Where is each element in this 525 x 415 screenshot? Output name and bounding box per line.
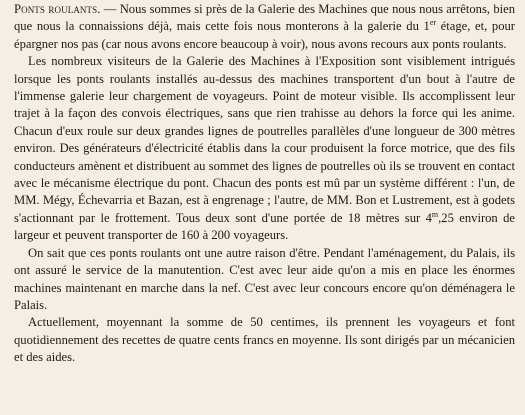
- paragraph-purpose: [14, 245, 515, 315]
- paragraph-text: — Nous sommes si près de la Galerie des Machines que nous nous arrêtons, bien que nous la connaissions déjà, mais cette fois nous monterons à la galerie du 1er étage, et, pour épargner nos pas (car nous avons encore beaucoup à voir), nous avons recours aux ponts roulants.: [14, 2, 516, 51]
- paragraph-visitors: [14, 53, 515, 244]
- paragraph-text: On sait que ces ponts roulants ont une autre raison d'être. Pendant l'aménagement, du Palais, ils ont assuré le service de la manutention. C'est avec leur aide qu'on a mis en place les énormes machines maintenant en marche dans la nef. C'est avec leur concours encore qu'on déménagera le Palais.: [14, 245, 515, 312]
- paragraph-fare: [14, 314, 515, 366]
- section-heading: Ponts roulants.: [14, 2, 101, 16]
- paragraph-ponts-roulants: [14, 1, 515, 53]
- paragraph-text: Les nombreux visiteurs de la Galerie des Machines à l'Exposition sont visiblement intrigués lorsque les ponts roulants installés au-dessus des machines transportent d'un bout à l'autre de l'immense galerie leur chargement de voyageurs. Point de moteur visible. Ils accomplissent leur trajet à la façon des convois électriques, sans que rien trahisse au dehors la force qui les anime. Chacun d'eux roule sur deux grandes lignes de poutrelles parallèles d'une longueur de 300 mètres environ. Des générateurs d'électricité établis dans la cour produisent la force motrice, que des fils conducteurs amènent et distribuent au sommet des lignes de poutrelles où ils se trouvent en contact avec le mécanisme électrique du pont. Chacun des ponts est mû par un système différent : l'un, de MM. Mégy, Échevarria et Bazan, est à engrenage ; l'autre, de MM. Bon et Lustrement, est à godets s'actionnant par le frottement. Tous deux sont d'une portée de 18 mètres sur 4$^m$,25 environ de largeur et peuvent transporter de 160 à 200 voyageurs.: [14, 54, 515, 243]
- paragraph-text: Actuellement, moyennant la somme de 50 centimes, ils prennent les voyageurs et font quotidiennement des recettes de quatre cents francs en moyenne. Ils sont dirigés par un mécanicien et des aides.: [14, 315, 515, 365]
